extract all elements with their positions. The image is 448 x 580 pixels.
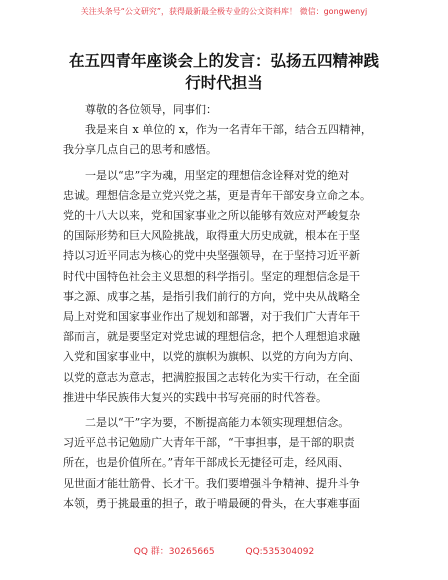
paragraph-line: 我是来自 x 单位的 x，作为一名青年干部，结合五四精神， xyxy=(85,123,372,137)
paragraph-line: 持以习近平同志为核心的党中央坚强领导，在于坚持习近平新 xyxy=(63,249,360,263)
paragraph-line: 本领，勇于挑最重的担子，敢于啃最硬的骨头，在大事难事面 xyxy=(63,496,360,510)
paragraph-line: 时代中国特色社会主义思想的科学指引。坚定的理想信念是干 xyxy=(63,269,360,283)
footer-qq-number: QQ:535304092 xyxy=(245,547,315,557)
header-promo-note: 关注头条号“公文研究”，获得最新最全极专业的公文资料库！ 微信：gongwenyj xyxy=(80,7,368,16)
paragraph-action xyxy=(63,413,385,514)
document-body xyxy=(63,100,385,514)
paragraph-line: 习近平总书记勉励广大青年干部，“干事担事，是干部的职责 xyxy=(63,436,355,450)
paragraph-line: 事之源、成事之基，是指引我们前行的方向，党中央从战略全 xyxy=(63,289,360,303)
paragraph-line: 的国际形势和巨大风险挑战，取得重大历史成就，根本在于坚 xyxy=(63,229,360,243)
title-line-2: 行时代担当 xyxy=(185,74,263,92)
paragraph-line: 部而言，就是要坚定对党忠诚的理想信念，把个人理想追求融 xyxy=(63,330,360,344)
paragraph-line: 二是以“干”字为要，不断提高能力本领实现理想信念。 xyxy=(85,416,350,430)
paragraph-line: 我分享几点自己的思考和感悟。 xyxy=(63,143,217,157)
document-title xyxy=(50,50,398,94)
paragraph-line: 推进中华民族伟大复兴的实践中书写亮丽的时代答卷。 xyxy=(63,390,327,404)
paragraph-line: 局上对党和国家事业作出了规划和部署，对于我们广大青年干 xyxy=(63,310,360,324)
paragraph-loyalty xyxy=(63,166,385,408)
footer-qq-group: QQ 群：30265665 xyxy=(133,547,215,557)
paragraph-line: 所在，也是价值所在。”青年干部成长无捷径可走，经风雨、 xyxy=(63,456,350,470)
paragraph-line: 以党的意志为意志，把满腔报国之志转化为实干行动，在全面 xyxy=(63,370,360,384)
paragraph-line: 忠诚。理想信念是立党兴党之基，更是青年干部安身立命之本。 xyxy=(63,188,371,202)
title-line-1: 在五四青年座谈会上的发言：弘扬五四精神践 xyxy=(68,52,379,70)
paragraph-line: 一是以“忠”字为魂，用坚定的理想信念诠释对党的绝对 xyxy=(85,168,350,182)
footer-contact xyxy=(0,544,448,557)
paragraph-line: 党的十八大以来，党和国家事业之所以能够有效应对严峻复杂 xyxy=(63,209,360,223)
paragraph-intro xyxy=(63,120,385,160)
paragraph-line: 入党和国家事业中，以党的旗帜为旗帜、以党的方向为方向、 xyxy=(63,350,360,364)
salutation: 尊敬的各位领导，同事们： xyxy=(85,103,217,116)
paragraph-line: 见世面才能壮筋骨、长才干。我们要增强斗争精神、提升斗争 xyxy=(63,476,360,490)
